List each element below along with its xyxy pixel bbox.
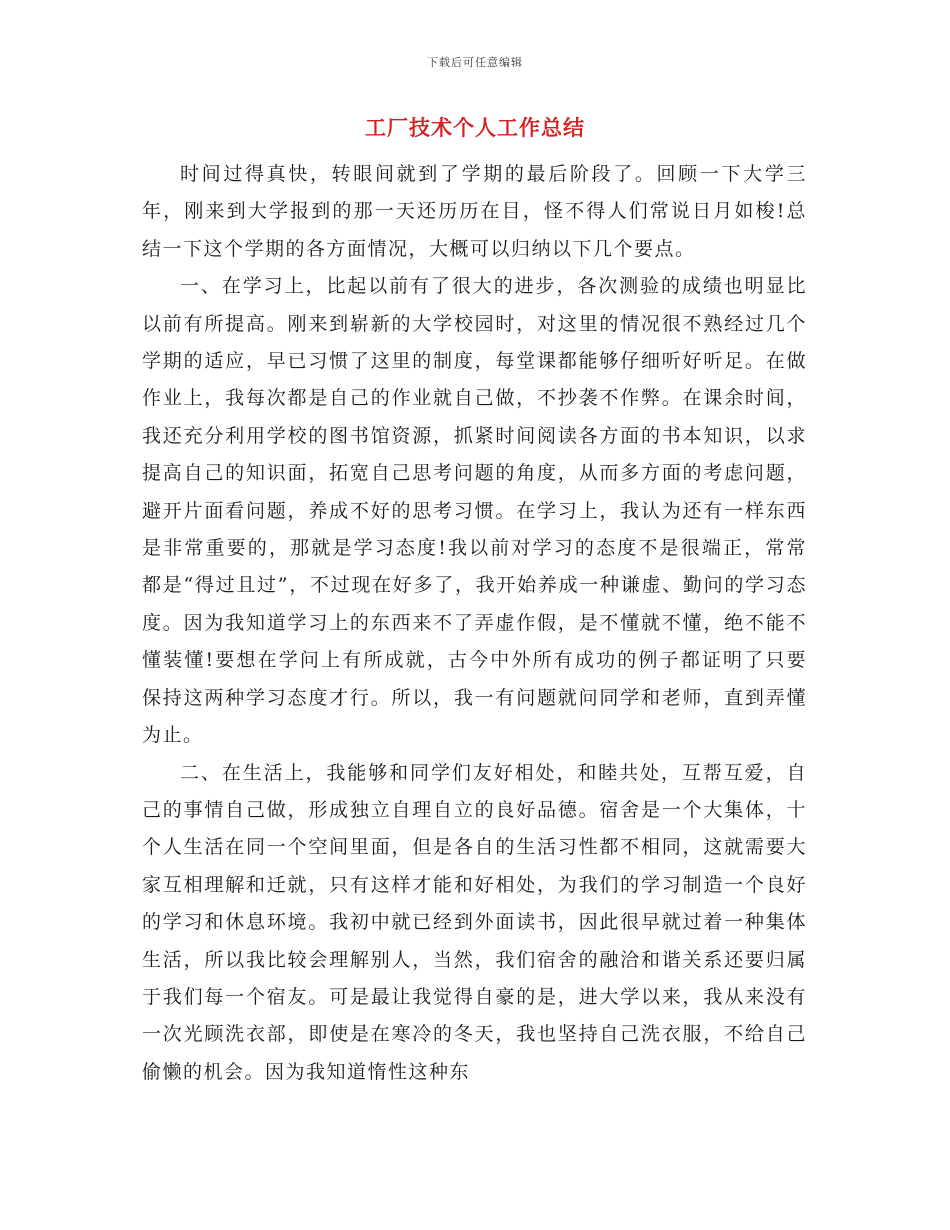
paragraph-life: 二、在生活上，我能够和同学们友好相处，和睦共处，互帮互爱，自己的事情自己做，形成独立自理自立的良好品德。宿舍是一个大集体，十个人生活在同一个空间里面，但是各自的生活习性都不相同，这就需要大家互相理解和迁就，只有这样才能和好相处，为我们的学习制造一个良好的学习和休息环境。我初中就已经到外面读书，因此很早就过着一种集体生活，所以我比较会理解别人，当然，我们宿舍的融洽和谐关系还要归属于我们每一个宿友。可是最让我觉得自豪的是，进大学以来，我从来没有一次光顾洗衣部，即使是在寒冷的冬天，我也坚持自己洗衣服，不给自己偷懒的机会。因为我知道惰性这种东 xyxy=(142,761,807,1083)
document-title: 工厂技术个人工作总结 xyxy=(365,115,585,140)
header-note: 下载后可任意编辑 xyxy=(427,56,523,69)
paragraph-study: 一、在学习上，比起以前有了很大的进步，各次测验的成绩也明显比以前有所提高。刚来到崭新的大学校园时，对这里的情况很不熟经过几个学期的适应，早已习惯了这里的制度，每堂课都能够仔细听好听足。在做作业上，我每次都是自己的作业就自己做，不抄袭不作弊。在课余时间，我还充分利用学校的图书馆资源，抓紧时间阅读各方面的书本知识，以求提高自己的知识面，拓宽自己思考问题的角度，从而多方面的考虑问题，避开片面看问题，养成不好的思考习惯。在学习上，我认为还有一样东西是非常重要的，那就是学习态度!我以前对学习的态度不是很端正，常常都是“得过且过”，不过现在好多了，我开始养成一种谦虚、勤问的学习态度。因为我知道学习上的东西来不了弄虚作假，是不懂就不懂，绝不能不懂装懂!要想在学问上有所成就，古今中外所有成功的例子都证明了只要保持这两种学习态度才行。所以，我一有问题就问同学和老师，直到弄懂为止。 xyxy=(142,275,807,747)
document-body xyxy=(142,156,807,1091)
paragraph-intro: 时间过得真快，转眼间就到了学期的最后阶段了。回顾一下大学三年，刚来到大学报到的那一天还历历在目，怪不得人们常说日月如梭!总结一下这个学期的各方面情况，大概可以归纳以下几个要点。 xyxy=(142,163,807,260)
